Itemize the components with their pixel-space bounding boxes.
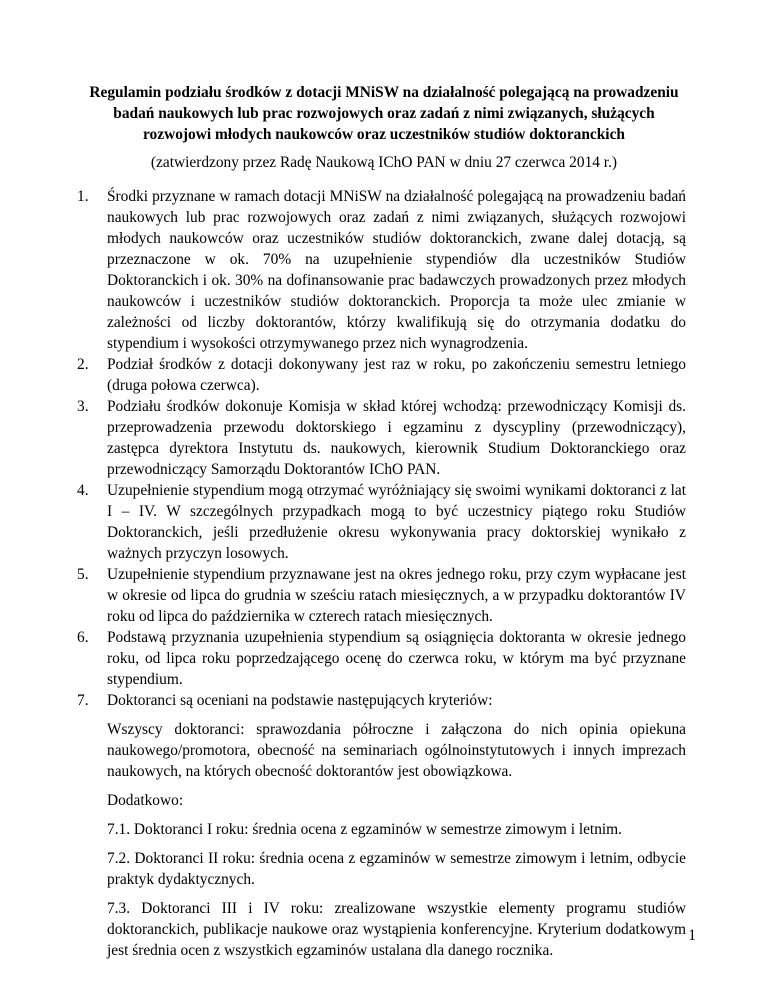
list-item [76,690,686,711]
criteria-year-1: 7.1. Doktoranci I roku: średnia ocena z egzaminów w semestrze zimowym i letnim. [107,821,623,838]
list-item [76,186,686,354]
list-item [76,396,686,480]
page-number: 1 [688,927,696,944]
item-number: 1. [77,188,89,205]
criteria-year-3-4: 7.3. Doktoranci III i IV roku: zrealizowane wszystkie elementy programu studiów doktoranckich, publikacje naukowe oraz wystąpienia konferencyjne. Kryterium dodatkowym jest średnia ocen z wszystkich egzaminów ustalana dla danego rocznika. [107,900,686,959]
item-text: Podziału środków dokonuje Komisja w skład której wchodzą: przewodniczący Komisji ds. przeprowadzenia przewodu doktorskiego i egzaminu z dyscypliny (przewodniczący), zastępca dyrektora Instytutu ds. naukowych, kierownik Studium Doktoranckiego oraz przewodniczący Samorządu Doktorantów IChO PAN. [107,398,686,478]
document-body [76,186,686,961]
item-text: Uzupełnienie stypendium mogą otrzymać wyróżniający się swoimi wynikami doktoranci z lat I – IV. W szczególnych przypadkach mogą to być uczestnicy piątego roku Studiów Doktoranckich, jeśli przedłużenie okresu wykonywania pracy doktorskiej wynikało z ważnych przyczyn losowych. [107,482,686,562]
item-number: 4. [77,482,89,499]
item-number: 5. [77,566,89,583]
item-text: Podział środków z dotacji dokonywany jest raz w roku, po zakończeniu semestru letniego (druga połowa czerwca). [107,356,686,394]
criteria-general: Wszyscy doktoranci: sprawozdania półroczne i załączona do nich opinia opiekuna naukowego/promotora, obecność na seminariach ogólnoinstytutowych i innych imprezach naukowych, na których obecność doktorantów jest obowiązkowa. [107,721,686,780]
item-text: Uzupełnienie stypendium przyznawane jest na okres jednego roku, przy czym wypłacane jest w okresie od lipca do grudnia w sześciu ratach miesięcznych, a w przypadku doktorantów IV roku od lipca do października w czterech ratach miesięcznych. [107,566,686,625]
item-text: Podstawą przyznania uzupełnienia stypendium są osiągnięcia doktoranta w okresie jednego roku, od lipca roku poprzedzającego ocenę do czerwca roku, w którym ma być przyznane stypendium. [107,629,686,688]
list-item [76,627,686,690]
item-text: Środki przyznane w ramach dotacji MNiSW na działalność polegającą na prowadzeniu badań naukowych lub prac rozwojowych oraz zadań z nimi związanych, służących rozwojowi młodych naukowców oraz uczestników studiów doktoranckich, zwane dalej dotacją, są przeznaczone w ok. 70% na uzupełnienie stypendiów dla uczestników Studiów Doktoranckich i ok. 30% na dofinansowanie prac badawczych prowadzonych przez młodych naukowców i uczestników studiów doktoranckich. Proporcja ta może ulec zmianie w zależności od liczby doktorantów, którzy kwalifikują się do otrzymania dodatku do stypendium i wysokości otrzymywanego przez nich wynagrodzenia. [107,188,686,352]
document-title: Regulamin podziału środków z dotacji MNiSW na działalność polegającą na prowadzeniu badań naukowych lub prac rozwojowych oraz zadań z nimi związanych, służących rozwojowi młodych naukowców oraz uczestników studiów doktoranckich [89,84,679,143]
item-number: 6. [77,629,89,646]
list-item [76,564,686,627]
item-number: 7. [77,692,89,709]
criteria-year-2: 7.2. Doktoranci II roku: średnia ocena z egzaminów w semestrze zimowym i letnim, odbycie praktyk dydaktycznych. [107,850,686,888]
item-number: 2. [77,356,89,373]
item-text: Doktoranci są oceniani na podstawie następujących kryteriów: [107,692,493,709]
list-item [76,354,686,396]
approval-note: (zatwierdzony przez Radę Naukową IChO PAN w dniu 27 czerwca 2014 r.) [150,154,618,171]
item-number: 3. [77,398,89,415]
regulation-list [76,186,686,711]
criteria-additional-label: Dodatkowo: [107,792,184,809]
list-item [76,480,686,564]
